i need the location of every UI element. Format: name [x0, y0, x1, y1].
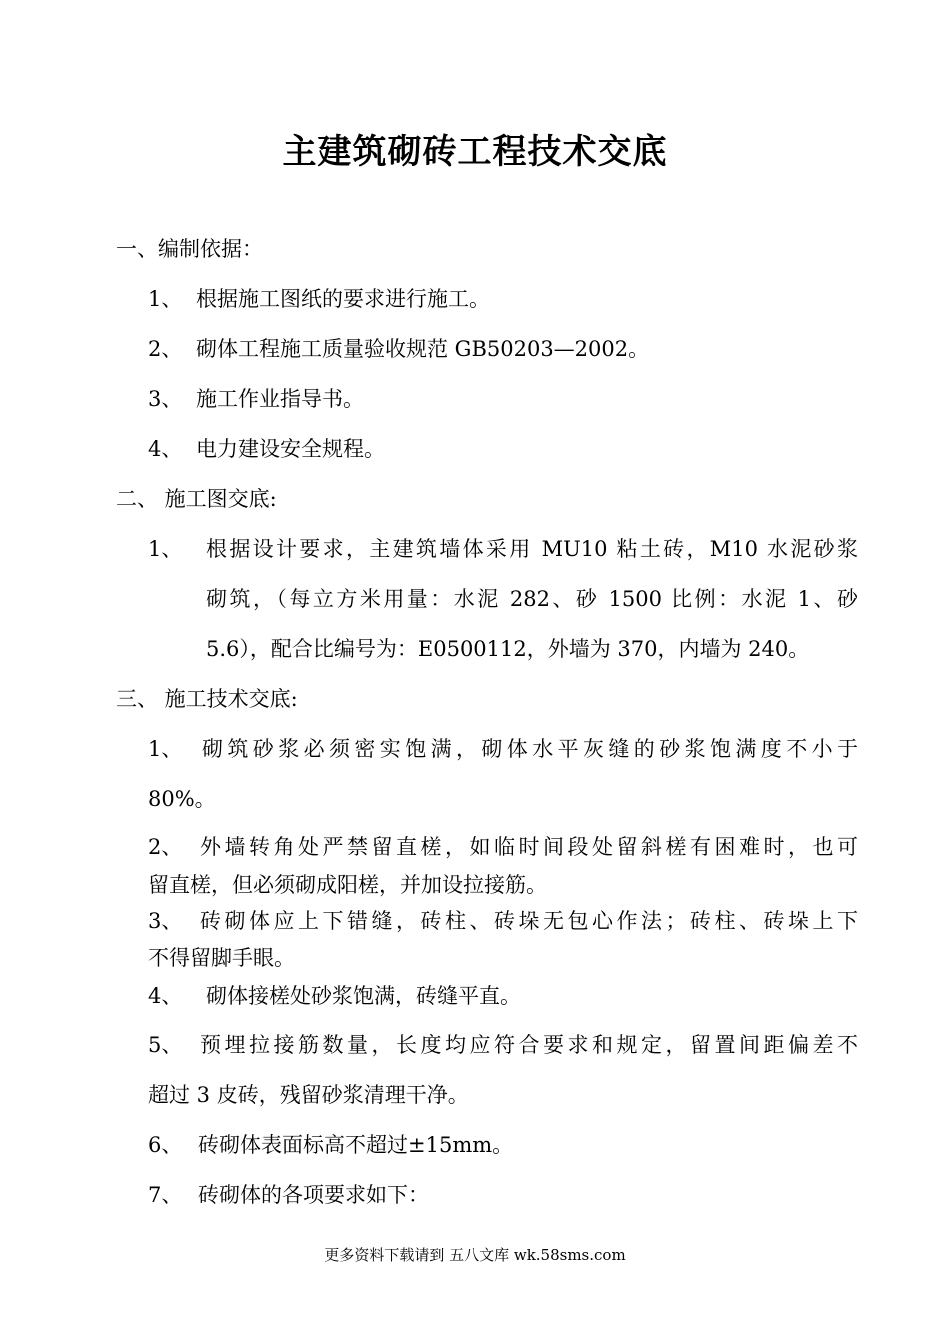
- page-footer: 更多资料下载请到 五八文库 wk.58sms.com: [324, 1246, 626, 1264]
- item-text-line: 砌筑，（每立方米用量：水泥 282、砂 1500 比例：水泥 1、砂: [206, 587, 858, 611]
- item-number: 5、: [148, 1033, 183, 1057]
- item-number: 3、: [148, 909, 183, 933]
- section-heading-basis: 一、编制依据：: [116, 237, 263, 261]
- item-text: 施工作业指导书。: [196, 387, 364, 411]
- item-text-line: 不得留脚手眼。: [148, 946, 295, 970]
- list-item: [148, 284, 490, 314]
- item-text: 根据施工图纸的要求进行施工。: [196, 287, 490, 311]
- item-text-line: 80%。: [148, 787, 216, 811]
- item-number: 2、: [148, 835, 183, 859]
- list-item: [148, 981, 521, 1011]
- list-item: [148, 434, 385, 464]
- section-heading-technical: 三、 施工技术交底:: [116, 687, 298, 711]
- item-text-line: 砌筑砂浆必须密实饱满，砌体水平灰缝的砂浆饱满度不小于: [202, 737, 858, 761]
- item-number: 6、: [148, 1133, 183, 1157]
- item-text-line: 5.6），配合比编号为：E0500112，外墙为 370，内墙为 240。: [206, 637, 810, 661]
- list-item: [148, 1130, 513, 1160]
- list-item: [148, 334, 649, 364]
- list-item: [148, 1180, 429, 1210]
- item-number: 2、: [148, 337, 183, 361]
- item-text: 砖砌体表面标高不超过±15mm。: [198, 1133, 514, 1157]
- item-number: 4、: [148, 984, 183, 1008]
- item-number: 7、: [148, 1183, 183, 1207]
- item-text: 砌体工程施工质量验收规范 GB50203—2002。: [196, 337, 650, 361]
- document-title: 主建筑砌砖工程技术交底: [282, 132, 668, 172]
- item-number: 3、: [148, 387, 183, 411]
- item-text-line: 超过 3 皮砖，残留砂浆清理干净。: [148, 1083, 469, 1107]
- item-number: 4、: [148, 437, 183, 461]
- list-item: [148, 384, 364, 414]
- item-number: 1、: [148, 287, 183, 311]
- item-text-line: 砖砌体应上下错缝，砖柱、砖垛无包心作法；砖柱、砖垛上下: [200, 909, 858, 933]
- item-text: 电力建设安全规程。: [196, 437, 385, 461]
- item-number: 1、: [148, 737, 183, 761]
- item-text-line: 预埋拉接筋数量，长度均应符合要求和规定，留置间距偏差不: [200, 1033, 858, 1057]
- item-text-line: 根据设计要求，主建筑墙体采用 MU10 粘土砖，M10 水泥砂浆: [206, 537, 858, 561]
- item-text-line: 外墙转角处严禁留直槎，如临时间段处留斜槎有困难时，也可: [200, 835, 858, 859]
- item-text-line: 留直槎，但必须砌成阳槎，并加设拉接筋。: [148, 873, 547, 897]
- item-text: 砖砌体的各项要求如下：: [198, 1183, 429, 1207]
- section-heading-drawing: 二、 施工图交底:: [116, 487, 277, 511]
- item-number: 1、: [148, 537, 183, 561]
- item-text: 砌体接槎处砂浆饱满，砖缝平直。: [206, 984, 521, 1008]
